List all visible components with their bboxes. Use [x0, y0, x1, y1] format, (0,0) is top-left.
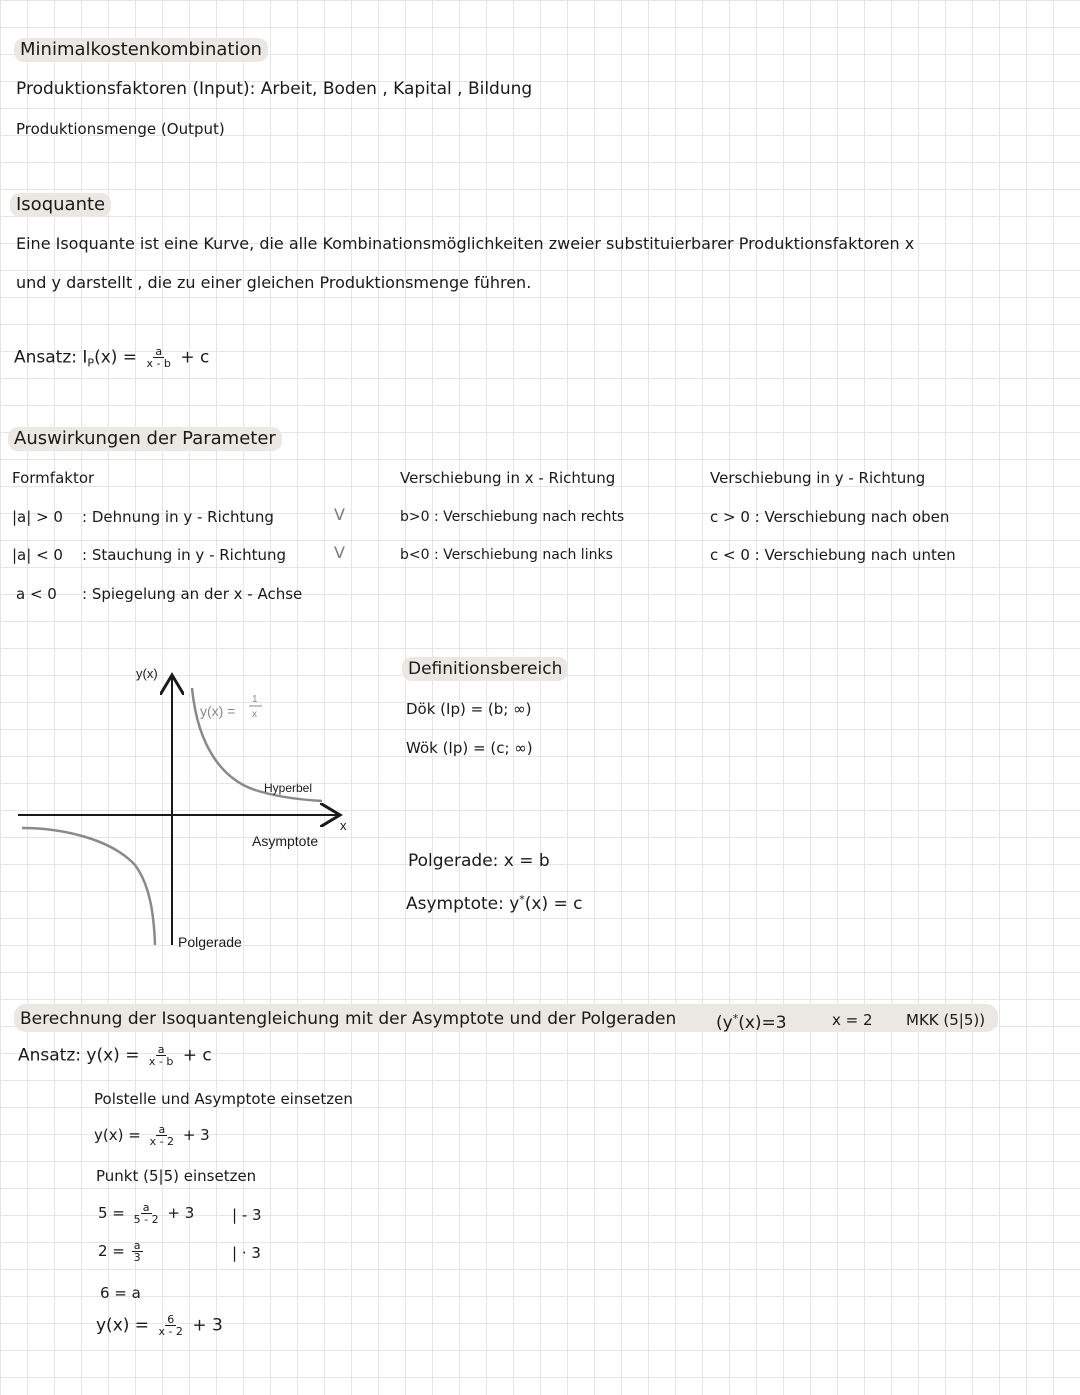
formfaktor-text-3: : Spiegelung an der x - Achse — [82, 585, 303, 603]
x-shift-row-2: b<0 : Verschiebung nach links — [400, 547, 613, 563]
asymptote-equation: Asymptote: y*(x) = c — [406, 893, 583, 914]
inputs-line: Produktionsfaktoren (Input): Arbeit, Boden , Kapital , Bildung — [16, 79, 533, 99]
y-shift-title: Verschiebung in y - Richtung — [710, 469, 926, 487]
berechnung-heading: Berechnung der Isoquantengleichung mit der Asymptote und der Polgeraden — [20, 1009, 677, 1029]
function-num: 1 — [252, 694, 258, 705]
hyperbola-branch-left — [22, 828, 155, 945]
formfaktor-cond-1: |a| > 0 — [12, 508, 63, 526]
y-shift-row-1: c > 0 : Verschiebung nach oben — [710, 508, 950, 526]
step-2: Punkt (5|5) einsetzen — [96, 1167, 257, 1185]
isoquante-definition-line1: Eine Isoquante ist eine Kurve, die alle Kombinationsmöglichkeiten zweier substituierbarer Produktionsfaktoren x — [16, 234, 915, 253]
polgerade-equation: Polgerade: x = b — [408, 851, 550, 871]
isoquante-definition-line2: und y darstellt , die zu einer gleichen Produktionsmenge führen. — [16, 273, 532, 292]
x-shift-title: Verschiebung in x - Richtung — [400, 469, 616, 487]
formfaktor-cond-3: a < 0 — [16, 585, 57, 603]
isoquante-heading: Isoquante — [10, 193, 111, 217]
equation-4: 6 = a — [100, 1284, 141, 1302]
equation-2: 5 = $\frac{a}{5 - 2}$ + 3 — [98, 1201, 195, 1226]
ansatz-tail: + c — [180, 347, 210, 368]
y-axis-label: y(x) — [136, 666, 158, 681]
ansatz-fraction: $\frac{a}{x - b}$ — [146, 345, 171, 370]
x-axis-label: x — [340, 818, 347, 833]
equation-2-operation: | - 3 — [232, 1206, 262, 1224]
formfaktor-title: Formfaktor — [12, 469, 95, 487]
given-asymptote: (y*(x)=3 — [716, 1012, 787, 1033]
hyperbola-graph — [0, 650, 380, 960]
page-title: Minimalkostenkombination — [14, 38, 268, 62]
polgerade-label: Polgerade — [178, 934, 242, 950]
formfaktor-text-1: : Dehnung in y - Richtung — [82, 508, 274, 526]
equation-3-operation: | · 3 — [232, 1244, 261, 1262]
definition-d: Dök (Ip) = (b; ∞) — [406, 700, 532, 718]
function-label: y(x) = — [200, 703, 236, 719]
parameter-heading: Auswirkungen der Parameter — [8, 427, 282, 451]
function-den: x — [252, 709, 257, 720]
y-shift-row-2: c < 0 : Verschiebung nach unten — [710, 546, 956, 564]
ansatz-lhs-sub: P — [87, 356, 95, 370]
output-line: Produktionsmenge (Output) — [16, 120, 225, 138]
isoquante-ansatz — [14, 346, 209, 375]
x-shift-row-1: b>0 : Verschiebung nach rechts — [400, 509, 625, 525]
hyperbel-label: Hyperbel — [264, 781, 313, 795]
formfaktor-cond-2: |a| < 0 — [12, 546, 63, 564]
checkmark-1: V — [334, 505, 345, 524]
equation-1: y(x) = $\frac{a}{x - 2}$ + 3 — [94, 1123, 210, 1148]
step-1: Polstelle und Asymptote einsetzen — [94, 1090, 353, 1108]
given-pole: x = 2 — [832, 1011, 873, 1029]
checkmark-2: V — [334, 543, 345, 562]
asymptote-label: Asymptote — [252, 833, 319, 849]
given-point: MKK (5|5)) — [906, 1011, 986, 1029]
ansatz-label: Ansatz: — [14, 347, 77, 368]
definitionsbereich-heading: Definitionsbereich — [402, 657, 568, 681]
ansatz-arg: (x) = — [94, 347, 138, 368]
ansatz-lhs: I — [82, 347, 88, 368]
equation-3: 2 = $\frac{a}{3}$ — [98, 1239, 141, 1264]
definition-w: Wök (Ip) = (c; ∞) — [406, 739, 533, 757]
result-equation: y(x) = $\frac{6}{x - 2}$ + 3 — [96, 1313, 223, 1338]
berechnung-ansatz: Ansatz: y(x) = $\frac{a}{x - b}$ + c — [18, 1043, 212, 1068]
formfaktor-text-2: : Stauchung in y - Richtung — [82, 546, 287, 564]
